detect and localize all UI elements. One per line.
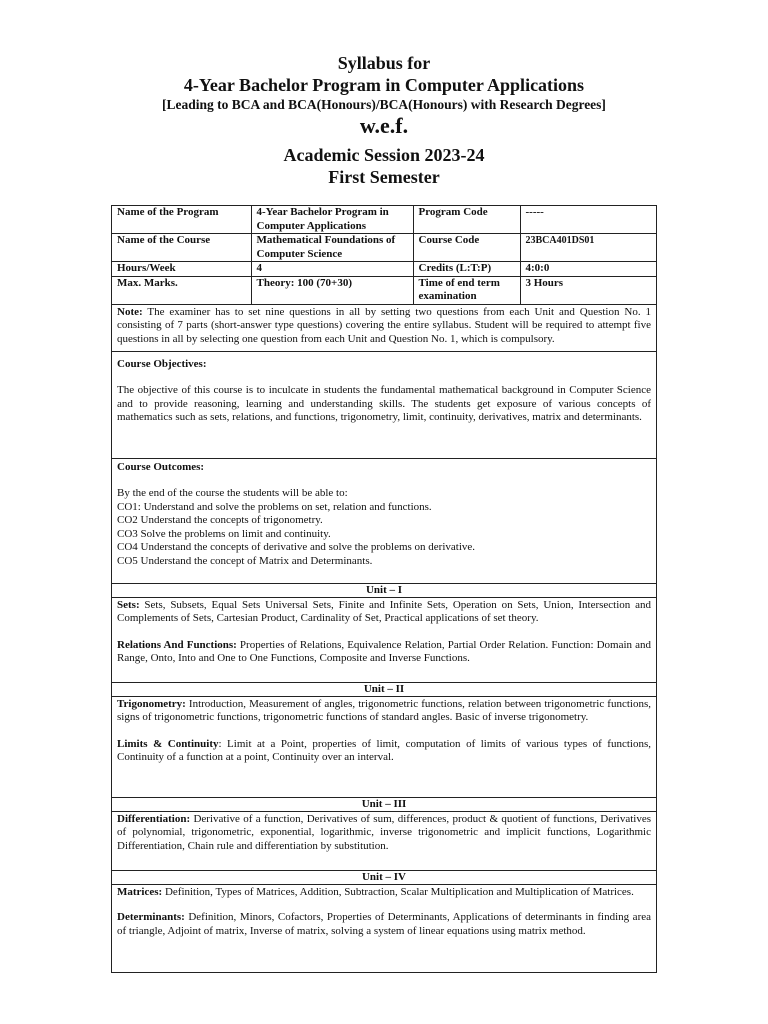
list-item: CO4 Understand the concepts of derivative and solve the problems on derivative. [117,541,476,554]
unit-1 [112,583,656,682]
course-info-table [112,206,656,305]
table-cell: Hours/Week [112,262,251,277]
table-cell: Time of end term examination [413,276,520,304]
topic-sets: Sets: Sets, Subsets, Equal Sets Universal Sets, Finite and Infinite Sets, Operation on Sets, Union, Intersection and Complements of Sets, Cartesian Product, Cardinality of Set, Practical applications of set theory. [117,598,651,625]
table-cell: 3 Hours [520,276,656,304]
objectives-label: Course Objectives: [117,357,207,370]
semester-title: First Semester [328,167,440,187]
list-item: CO2 Understand the concepts of trigonometry. [117,514,323,527]
unit-heading: Unit – I [112,584,656,598]
note-text: The examiner has to set nine questions in all by setting two questions from each Unit and Question No. 1 consisting of 7 parts (short-answer type questions) covering the entire syllabus. Student will be required to attempt five questions in all by selecting one question from each Unit and Question No. 1, which is compulsory. [117,305,651,345]
unit-heading: Unit – IV [112,871,656,885]
unit-3 [112,797,656,870]
table-cell: 4 [251,262,413,277]
list-item: CO5 Understand the concept of Matrix and Determinants. [117,555,373,568]
table-cell: Name of the Program [112,206,251,234]
table-cell: Credits (L:T:P) [413,262,520,277]
list-item: CO1: Understand and solve the problems on set, relation and functions. [117,500,432,513]
table-cell: Theory: 100 (70+30) [251,276,413,304]
table-row [112,234,656,262]
program-title: 4-Year Bachelor Program in Computer Applications [183,75,585,95]
table-row [112,276,656,304]
topic-relations-functions: Relations And Functions: Properties of Relations, Equivalence Relation, Partial Order Relation. Function: Domain and Range, Onto, Into and One to One Functions, Composite and Inverse Functions. [117,638,651,665]
syllabus-table [111,205,657,973]
table-row [112,262,656,277]
course-objectives [112,351,656,458]
table-cell: Course Code [413,234,520,262]
table-cell: 4-Year Bachelor Program in Computer Applications [251,206,413,234]
academic-session: Academic Session 2023-24 [283,145,485,165]
table-cell: Program Code [413,206,520,234]
topic-matrices: Matrices: Definition, Types of Matrices, Addition, Subtraction, Scalar Multiplication and Multiplication of Matrices. [117,885,634,898]
topic-limits-continuity: Limits & Continuity: Limit at a Point, properties of limit, computation of limits of various types of functions, Continuity of a function at a point, Continuity over an interval. [117,737,651,764]
table-cell: Max. Marks. [112,276,251,304]
wef-heading: w.e.f. [359,113,409,138]
examiner-note [112,305,656,351]
list-item: CO3 Solve the problems on limit and continuity. [117,527,331,540]
table-cell: Name of the Course [112,234,251,262]
degree-subtitle: [Leading to BCA and BCA(Honours)/BCA(Honours) with Research Degrees] [162,97,606,112]
topic-determinants: Determinants: Definition, Minors, Cofactors, Properties of Determinants, Applications of determinants in finding area of triangle, Adjoint of matrix, Inverse of matrix, solving a system of linear equations using matrix method. [117,911,651,937]
table-cell: 4:0:0 [520,262,656,277]
unit-2 [112,682,656,797]
table-cell: 23BCA401DS01 [520,234,656,262]
table-row [112,206,656,234]
note-label: Note: [117,305,143,318]
outcomes-intro: By the end of the course the students will be able to: [117,487,348,500]
table-cell: ----- [520,206,656,234]
topic-trigonometry: Trigonometry: Introduction, Measurement of angles, trigonometric functions, relation between trigonometric functions, signs of trigonometric functions, trigonometric functions of standard angles. Basic of inverse trigonometry. [117,697,651,724]
objectives-text: The objective of this course is to inculcate in students the fundamental mathematical background in Computer Science and to provide reasoning, learning and understanding skills. The students get exposure of various concepts of mathematics such as sets, relations, and functions, trigonometry, limit, continuity, derivatives, matrix and determinants. [117,384,651,424]
course-outcomes [112,458,656,583]
unit-heading: Unit – III [112,798,656,812]
table-cell: Mathematical Foundations of Computer Science [251,234,413,262]
syllabus-heading: Syllabus for [337,53,431,73]
outcomes-label: Course Outcomes: [117,460,205,473]
unit-heading: Unit – II [112,683,656,697]
unit-4 [112,870,656,940]
topic-differentiation: Differentiation: Derivative of a function, Derivatives of sum, differences, product & quotient of functions, Derivatives of polynomial, trigonometric, exponential, logarithmic, inverse trigonometric and implicit functions, Logarithmic Differentiation, Chain rule and differentiation by substitution. [117,812,651,852]
